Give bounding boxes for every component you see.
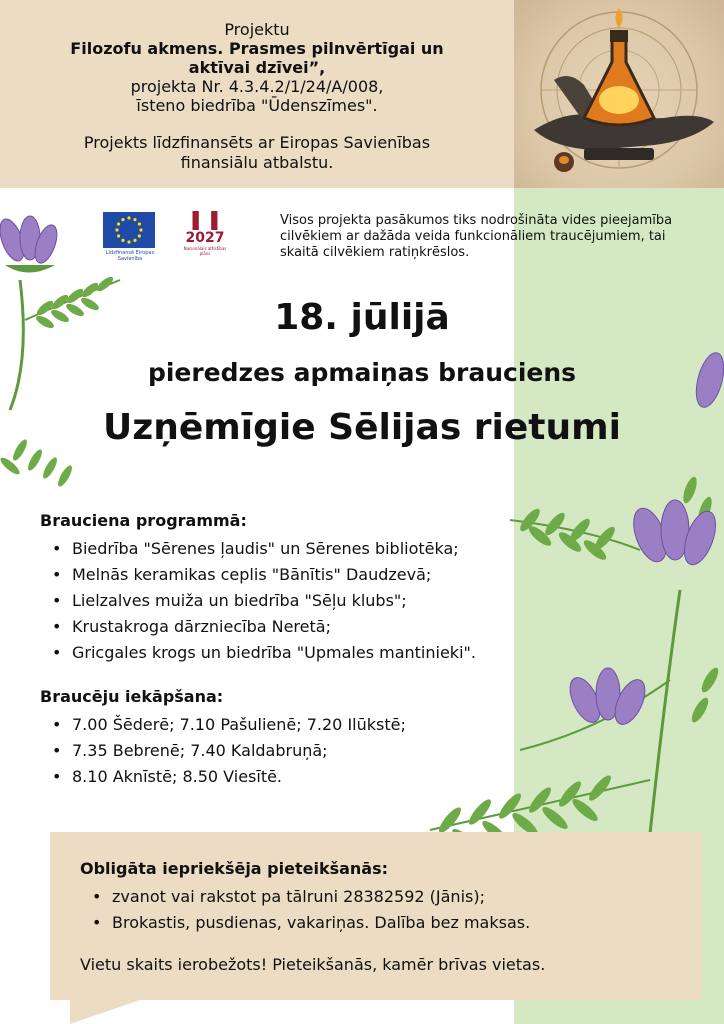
boarding-heading: Braucēju iekāpšana: — [40, 687, 224, 706]
event-title: Uzņēmīgie Sēlijas rietumi — [103, 407, 621, 448]
signup-list — [92, 884, 530, 936]
signup-box-tail — [70, 1000, 140, 1024]
cofunding-note: Projekts līdzfinansēts ar Eiropas Savienības finansiālu atbalstu. — [83, 133, 431, 172]
boarding-list — [52, 712, 406, 790]
event-date: 18. jūlijā — [274, 297, 450, 338]
list-item: • Lielzalves muiža un biedrība "Sēļu klubs"; — [52, 588, 476, 614]
eu-logo-caption: Līdzfinansē Eiropas Savienība — [105, 250, 155, 262]
list-item: • zvanot vai rakstot pa tālruni 28382592 (Jānis); — [92, 884, 530, 910]
nap-caption: Nacionālais attīstības plāns — [183, 246, 227, 256]
nap-year: 2027 — [185, 230, 225, 246]
list-item: • Brokastis, pusdienas, vakariņas. Dalība bez maksas. — [92, 910, 530, 936]
program-heading: Brauciena programmā: — [40, 511, 247, 530]
signup-heading: Obligāta iepriekšēja pieteikšanās: — [80, 859, 389, 878]
signup-note: Vietu skaits ierobežots! Pieteikšanās, kamēr brīvas vietas. — [80, 955, 546, 974]
list-item: • Melnās keramikas ceplis "Bānītis" Daudzevā; — [52, 562, 476, 588]
event-subtitle: pieredzes apmaiņas brauciens — [147, 358, 577, 387]
list-item: • 7.35 Bebrenē; 7.40 Kaldabruņā; — [52, 738, 406, 764]
header-line-1: Projektu — [224, 20, 290, 39]
project-name: Filozofu akmens. Prasmes pilnvērtīgai un aktīvai dzīvei”, — [70, 39, 444, 77]
project-number: projekta Nr. 4.3.4.2/1/24/A/008, — [130, 77, 384, 96]
list-item: • 8.10 Aknīstē; 8.50 Viesītē. — [52, 764, 406, 790]
project-header — [0, 0, 514, 188]
left-vetch-flower-icon — [0, 210, 130, 500]
nap-bars-icon: ▌▐ — [192, 211, 218, 230]
philosophers-stone-illustration — [514, 0, 724, 188]
program-list — [52, 536, 476, 666]
list-item: • Biedrība "Sērenes ļaudis" un Sērenes bibliotēka; — [52, 536, 476, 562]
implementer: īsteno biedrība "Ūdenszīmes". — [136, 96, 378, 115]
nap-2027-logo — [182, 212, 228, 270]
list-item: • Krustakroga dārzniecība Neretā; — [52, 614, 476, 640]
accessibility-note: Visos projekta pasākumos tiks nodrošināta vides pieejamība cilvēkiem ar dažāda veida funkcionāliem traucējumiem, tai skaitā cilvēkiem ratiņkrēslos. — [280, 213, 673, 260]
list-item: • 7.00 Šēderē; 7.10 Pašulienē; 7.20 Ilūkstē; — [52, 712, 406, 738]
list-item: • Gricgales krogs un biedrība "Upmales mantinieki". — [52, 640, 476, 666]
